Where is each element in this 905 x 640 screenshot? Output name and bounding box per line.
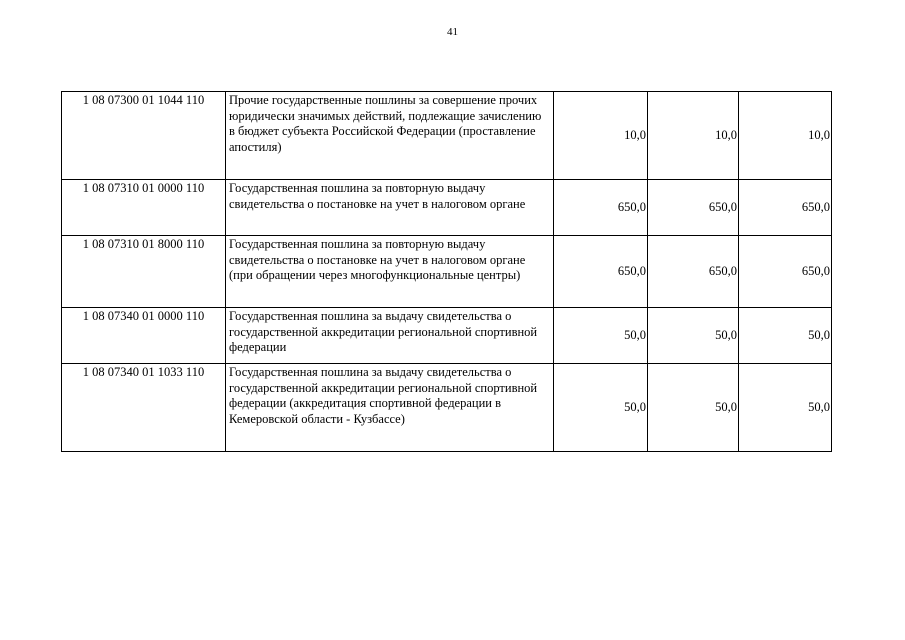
budget-code-cell: 1 08 07340 01 0000 110 — [62, 308, 226, 364]
value-cell-year-1: 650,0 — [554, 180, 648, 236]
budget-code-cell: 1 08 07310 01 0000 110 — [62, 180, 226, 236]
table-row — [62, 180, 832, 236]
value-cell-year-2: 50,0 — [648, 364, 739, 452]
value-cell-year-3: 650,0 — [739, 236, 832, 308]
page-number: 41 — [447, 26, 458, 38]
budget-code-cell: 1 08 07310 01 8000 110 — [62, 236, 226, 308]
budget-code-cell: 1 08 07300 01 1044 110 — [62, 92, 226, 180]
value-cell-year-2: 50,0 — [648, 308, 739, 364]
table-row — [62, 364, 832, 452]
value-cell-year-3: 10,0 — [739, 92, 832, 180]
value-cell-year-1: 50,0 — [554, 308, 648, 364]
value-cell-year-1: 650,0 — [554, 236, 648, 308]
description-cell: Прочие государственные пошлины за совершение прочих юридически значимых действий, подлежащие зачислению в бюджет субъекта Российской Федерации (проставление апостиля) — [226, 92, 554, 180]
budget-code-cell: 1 08 07340 01 1033 110 — [62, 364, 226, 452]
value-cell-year-1: 10,0 — [554, 92, 648, 180]
value-cell-year-2: 650,0 — [648, 180, 739, 236]
description-cell: Государственная пошлина за выдачу свидетельства о государственной аккредитации региональной спортивной федерации (аккредитация спортивной федерации в Кемеровской области - Кузбассе) — [226, 364, 554, 452]
value-cell-year-2: 10,0 — [648, 92, 739, 180]
value-cell-year-1: 50,0 — [554, 364, 648, 452]
budget-revenue-table — [61, 91, 832, 452]
description-cell: Государственная пошлина за повторную выдачу свидетельства о постановке на учет в налоговом органе — [226, 180, 554, 236]
value-cell-year-3: 50,0 — [739, 308, 832, 364]
table-row — [62, 236, 832, 308]
value-cell-year-2: 650,0 — [648, 236, 739, 308]
value-cell-year-3: 650,0 — [739, 180, 832, 236]
description-cell: Государственная пошлина за повторную выдачу свидетельства о постановке на учет в налоговом органе (при обращении через многофункциональные центры) — [226, 236, 554, 308]
table-row — [62, 308, 832, 364]
table-row — [62, 92, 832, 180]
value-cell-year-3: 50,0 — [739, 364, 832, 452]
description-cell: Государственная пошлина за выдачу свидетельства о государственной аккредитации региональной спортивной федерации — [226, 308, 554, 364]
